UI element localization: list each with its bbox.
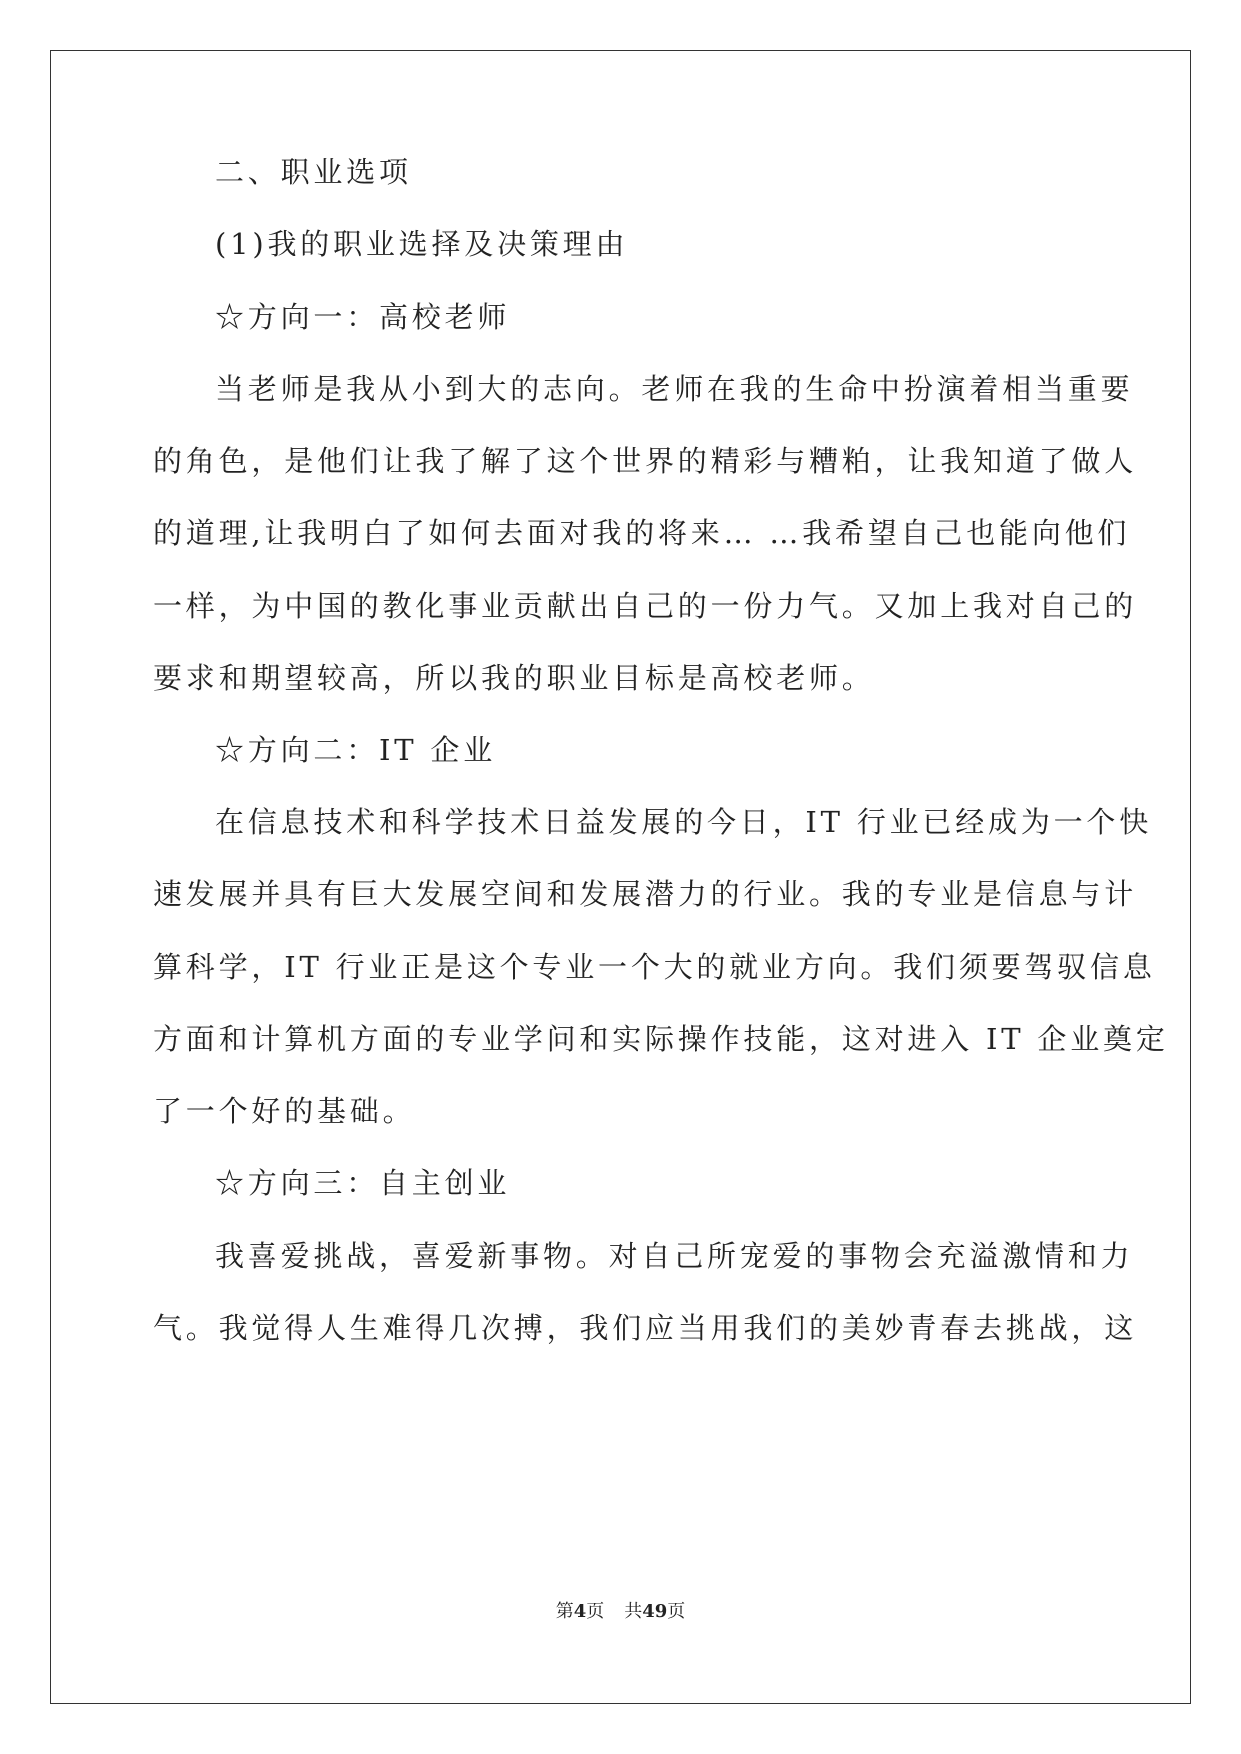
paragraph-line: 当老师是我从小到大的志向。老师在我的生命中扮演着相当重要	[215, 372, 1134, 406]
section-heading: 二、职业选项	[215, 155, 412, 189]
paragraph-line: 要求和期望较高，所以我的职业目标是高校老师。	[153, 661, 875, 695]
paragraph-line: 的道理,让我明白了如何去面对我的将来… …我希望自己也能向他们	[153, 516, 1131, 550]
paragraph-line: 气。我觉得人生难得几次搏，我们应当用我们的美妙青春去挑战，这	[153, 1311, 1138, 1345]
paragraph-line: 方面和计算机方面的专业学问和实际操作技能，这对进入 IT 企业奠定	[153, 1022, 1169, 1056]
paragraph-line: 在信息技术和科学技术日益发展的今日，IT 行业已经成为一个快	[215, 805, 1153, 839]
footer-total-suffix: 页	[667, 1601, 686, 1622]
direction-two-heading: ☆方向二：IT 企业	[215, 733, 497, 767]
direction-one-heading: ☆方向一：高校老师	[215, 300, 511, 334]
paragraph-line: 了一个好的基础。	[153, 1094, 416, 1128]
paragraph-line: 算科学，IT 行业正是这个专业一个大的就业方向。我们须要驾驭信息	[153, 950, 1156, 984]
paragraph-line: 速发展并具有巨大发展空间和发展潜力的行业。我的专业是信息与计	[153, 877, 1138, 911]
footer-page-number: 4	[573, 1601, 587, 1622]
footer-total-pages: 49	[642, 1601, 668, 1622]
footer-total-prefix: 共	[624, 1601, 643, 1622]
footer-page-suffix: 页	[586, 1601, 605, 1622]
paragraph-line: 一样，为中国的教化事业贡献出自己的一份力气。又加上我对自己的	[153, 589, 1138, 623]
page-footer	[0, 1597, 1241, 1623]
direction-three-heading: ☆方向三：自主创业	[215, 1166, 511, 1200]
subsection-heading: (1)我的职业选择及决策理由	[215, 227, 629, 261]
footer-prefix: 第	[555, 1601, 574, 1622]
paragraph-line: 我喜爱挑战，喜爱新事物。对自己所宠爱的事物会充溢激情和力	[215, 1239, 1134, 1273]
paragraph-line: 的角色，是他们让我了解了这个世界的精彩与糟粕，让我知道了做人	[153, 444, 1138, 478]
